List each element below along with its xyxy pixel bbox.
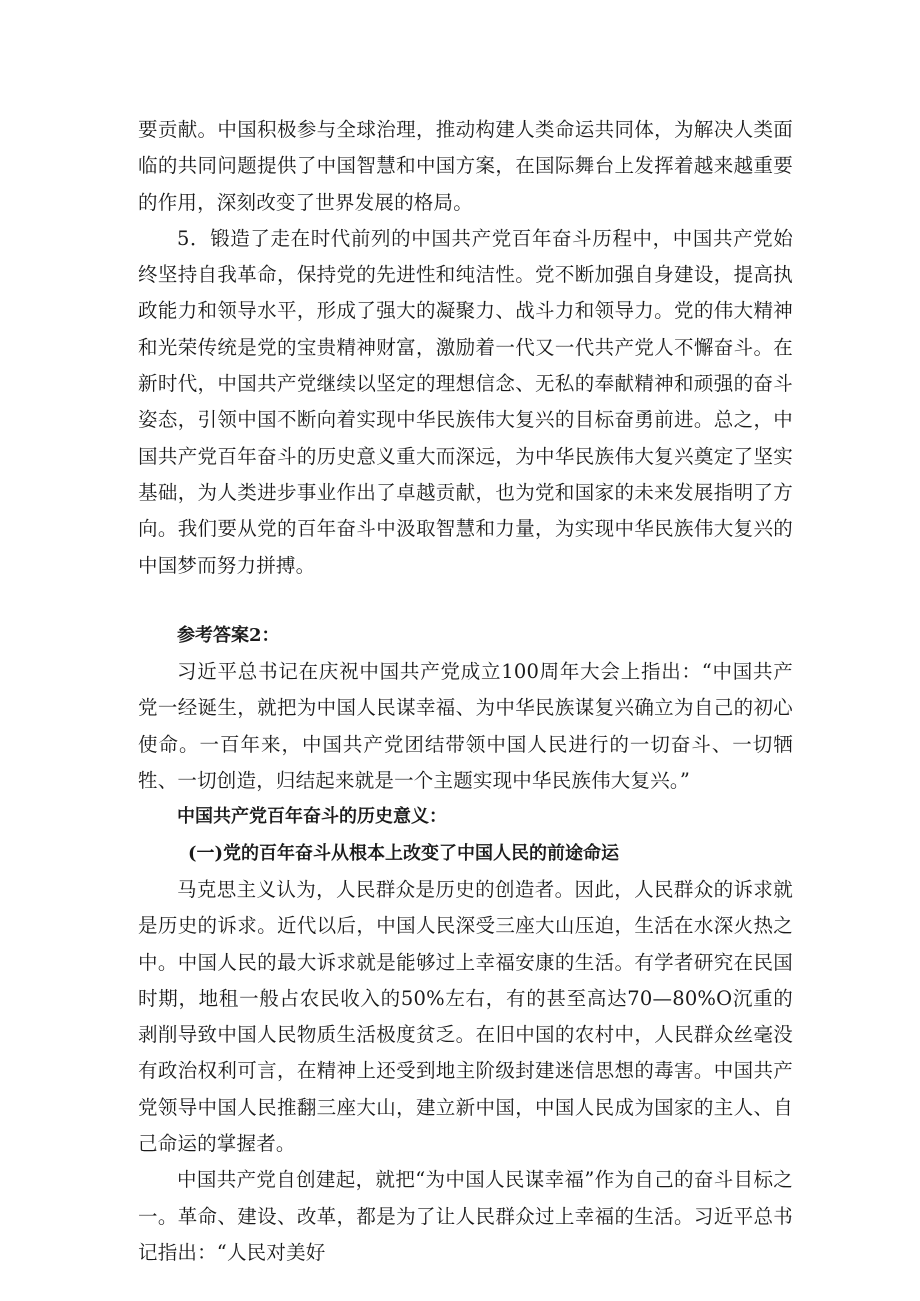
paragraph-marxism: 马克思主义认为，人民群众是历史的创造者。因此，人民群众的诉求就是历史的诉求。近代以后，中国人民深受三座大山压迫，生活在水深火热之中。中国人民的最大诉求就是能够过上幸福安康的生活。有学者研究在民国时期，地租一般占农民收入的50%左右，有的甚至高达70—80%O沉重的剥削导致中国人民物质生活极度贫乏。在旧中国的农村中，人民群众丝毫没有政治权利可言，在精神上还受到地主阶级封建迷信思想的毒害。中国共产党领导中国人民推翻三座大山，建立新中国，中国人民成为国家的主人、自己命运的掌握者。	[138, 877, 793, 1156]
section-spacer	[138, 584, 793, 618]
paragraph-xi-quote: 习近平总书记在庆祝中国共产党成立100周年大会上指出：“中国共产党一经诞生，就把为中国人民谋幸福、为中华民族谋复兴确立为自己的初心使命。一百年来，中国共产党团结带领中国人民进行的一切奋斗、一切牺牲、一切创造，归结起来就是一个主题实现中华民族伟大复兴。”	[138, 660, 793, 793]
subheading-one: (一)党的百年奋斗从根本上改变了中国人民的前途命运	[188, 842, 620, 864]
paragraph-point-5: 5．锻造了走在时代前列的中国共产党百年奋斗历程中，中国共产党始终坚持自我革命，保持党的先进性和纯洁性。党不断加强自身建设，提高执政能力和领导水平，形成了强大的凝聚力、战斗力和领导力。党的伟大精神和光荣传统是党的宝贵精神财富，激励着一代又一代共产党人不懈奋斗。在新时代，中国共产党继续以坚定的理想信念、无私的奉献精神和顽强的奋斗姿态，引领中国不断向着实现中华民族伟大复兴的目标奋勇前进。总之，中国共产党百年奋斗的历史意义重大而深远，为中华民族伟大复兴奠定了坚实基础，为人类进步事业作出了卓越贡献，也为党和国家的未来发展指明了方向。我们要从党的百年奋斗中汲取智慧和力量，为实现中华民族伟大复兴的中国梦而努力拼搏。	[138, 226, 793, 577]
paragraph-party-founding: 中国共产党自创建起，就把“为中国人民谋幸福”作为自己的奋斗目标之一。革命、建设、改革，都是为了让人民群众过上幸福的生活。习近平总书记指出：“人民对美好	[138, 1168, 793, 1264]
reference-answer-heading: 参考答案2：	[177, 624, 280, 646]
historical-significance-heading: 中国共产党百年奋斗的历史意义：	[177, 806, 447, 828]
paragraph-contribution-continued: 要贡献。中国积极参与全球治理，推动构建人类命运共同体，为解决人类面临的共同问题提供了中国智慧和中国方案，在国际舞台上发挥着越来越重要的作用，深刻改变了世界发展的格局。	[138, 118, 793, 214]
document-page	[138, 112, 793, 1271]
